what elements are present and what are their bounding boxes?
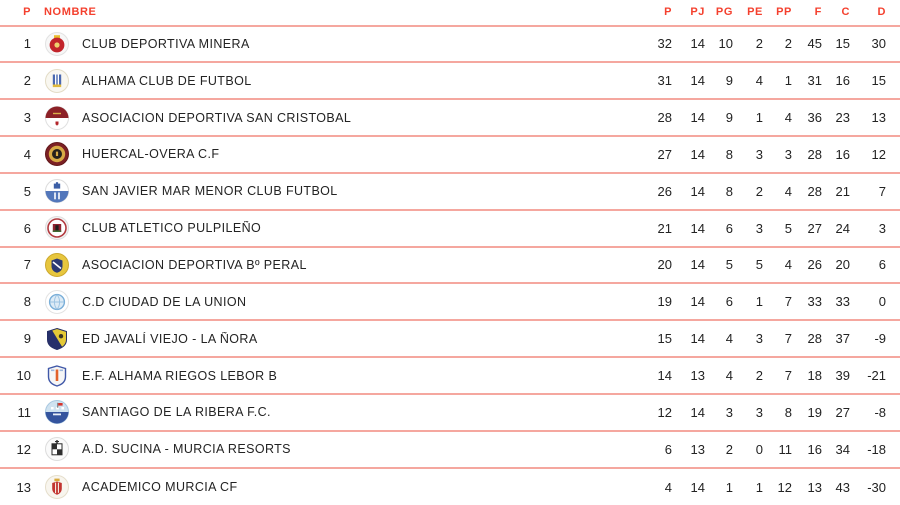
stat-column-header: P [664, 6, 672, 19]
stat-value: 27 [807, 220, 822, 236]
stat-value: -9 [874, 331, 886, 347]
stat-value: 3 [755, 146, 763, 162]
position-value: 9 [23, 331, 31, 347]
stat-value: -30 [867, 479, 886, 495]
club-stats [632, 442, 900, 457]
stat-value: 19 [657, 294, 672, 310]
stat-value: 6 [725, 294, 733, 310]
club-name: C.D CIUDAD DE LA UNION [82, 294, 247, 309]
stat-value: 4 [784, 257, 792, 273]
stat-value: 1 [784, 73, 792, 89]
table-row[interactable] [0, 174, 900, 211]
stat-value: 13 [871, 110, 886, 126]
bo-peral-crest-icon [45, 253, 69, 277]
club-stats [632, 221, 900, 236]
stat-value: 36 [807, 110, 822, 126]
stat-value: 5 [755, 257, 763, 273]
position-value: 12 [16, 441, 31, 457]
club-name: SAN JAVIER MAR MENOR CLUB FUTBOL [82, 184, 338, 199]
stat-value: 5 [725, 257, 733, 273]
stat-value: 4 [725, 331, 733, 347]
position-value: 7 [23, 257, 31, 273]
club-stats [632, 368, 900, 383]
position-value: 4 [23, 146, 31, 162]
stat-value: 14 [690, 257, 705, 273]
stat-value: 12 [777, 479, 792, 495]
stat-value: 3 [784, 146, 792, 162]
position-column-header: P [23, 6, 31, 19]
table-row[interactable] [0, 395, 900, 432]
stat-value: 34 [835, 441, 850, 457]
stat-value: 26 [657, 183, 672, 199]
javali-viejo-crest-icon [45, 327, 69, 351]
stat-value: 31 [807, 73, 822, 89]
position-value: 2 [23, 73, 31, 89]
stat-value: 2 [784, 36, 792, 52]
stat-value: 0 [755, 441, 763, 457]
stat-value: 12 [871, 146, 886, 162]
stat-value: 5 [784, 220, 792, 236]
club-name: ASOCIACION DEPORTIVA SAN CRISTOBAL [82, 110, 352, 125]
stat-value: 11 [778, 441, 792, 457]
stat-value: 16 [835, 146, 850, 162]
club-name: HUERCAL-OVERA C.F [82, 147, 220, 162]
stat-value: 14 [690, 220, 705, 236]
stat-value: 28 [657, 110, 672, 126]
stat-value: 9 [725, 73, 733, 89]
table-row[interactable] [0, 248, 900, 285]
stat-value: 18 [807, 368, 822, 384]
stat-value: 9 [725, 110, 733, 126]
stat-value: 19 [807, 404, 822, 420]
stat-column-header: PG [715, 6, 733, 19]
table-row[interactable] [0, 321, 900, 358]
san-cristobal-crest-icon [45, 106, 69, 130]
stat-value: 33 [807, 294, 822, 310]
stat-value: 1 [755, 110, 763, 126]
stat-column-header: F [814, 6, 822, 19]
stat-value: 43 [835, 479, 850, 495]
position-value: 10 [16, 368, 31, 384]
stat-value: 7 [878, 183, 886, 199]
stat-value: 4 [755, 73, 763, 89]
position-value: 5 [23, 183, 31, 199]
stat-value: 14 [690, 36, 705, 52]
position-value: 1 [23, 36, 31, 52]
stats-column-headers [632, 6, 900, 18]
club-stats [632, 184, 900, 199]
stat-value: 3 [755, 404, 763, 420]
stat-value: -18 [867, 441, 886, 457]
stat-value: 4 [784, 183, 792, 199]
stat-value: 26 [807, 257, 822, 273]
stat-value: 7 [784, 294, 792, 310]
stat-value: 33 [835, 294, 850, 310]
stat-value: 1 [725, 479, 733, 495]
club-name: ALHAMA CLUB DE FUTBOL [82, 73, 252, 88]
stat-value: 20 [835, 257, 850, 273]
stat-column-header: PP [776, 6, 792, 19]
standings-rows [0, 27, 900, 505]
club-name: A.D. SUCINA - MURCIA RESORTS [82, 442, 291, 457]
club-stats [632, 73, 900, 88]
stat-value: 14 [690, 294, 705, 310]
club-stats [632, 294, 900, 309]
stat-value: 21 [657, 220, 672, 236]
stat-value: 21 [835, 183, 850, 199]
minera-crest-icon [45, 32, 69, 56]
table-row[interactable] [0, 100, 900, 137]
club-stats [632, 147, 900, 162]
sucina-crest-icon [45, 437, 69, 461]
stat-value: 23 [835, 110, 850, 126]
stat-value: 14 [690, 183, 705, 199]
stat-value: 27 [835, 404, 850, 420]
stat-value: 3 [755, 220, 763, 236]
stat-value: 14 [690, 146, 705, 162]
stat-column-header: D [877, 6, 886, 19]
stat-value: 14 [690, 73, 705, 89]
position-value: 6 [23, 220, 31, 236]
stat-value: 2 [755, 183, 763, 199]
stat-value: 27 [657, 146, 672, 162]
san-javier-crest-icon [45, 179, 69, 203]
stat-column-header: PJ [690, 6, 705, 19]
stat-value: 14 [690, 331, 705, 347]
stat-value: 20 [657, 257, 672, 273]
stat-value: 14 [657, 368, 672, 384]
club-stats [632, 257, 900, 272]
stat-value: 7 [784, 331, 792, 347]
stat-column-header: C [841, 6, 850, 19]
stat-value: 6 [725, 220, 733, 236]
alhama-riegos-crest-icon [45, 364, 69, 388]
stat-value: 31 [657, 73, 672, 89]
table-row[interactable] [0, 358, 900, 395]
stat-value: 15 [657, 331, 672, 347]
stat-value: 16 [807, 441, 822, 457]
position-value: 3 [23, 110, 31, 126]
stat-value: 28 [807, 331, 822, 347]
stat-value: 12 [657, 404, 672, 420]
stat-value: 30 [871, 36, 886, 52]
stat-value: 10 [718, 36, 733, 52]
stat-value: 1 [755, 479, 763, 495]
stat-value: 28 [807, 183, 822, 199]
stat-value: -21 [867, 368, 886, 384]
stat-value: 2 [725, 441, 733, 457]
name-column-header: NOMBRE [44, 6, 97, 19]
stat-value: 15 [871, 73, 886, 89]
table-row[interactable] [0, 137, 900, 174]
stat-value: 37 [835, 331, 850, 347]
ciudad-union-crest-icon [45, 290, 69, 314]
stat-value: 7 [784, 368, 792, 384]
position-value: 13 [16, 479, 31, 495]
stat-value: 2 [755, 36, 763, 52]
stat-value: 15 [835, 36, 850, 52]
santiago-ribera-crest-icon [45, 400, 69, 424]
stat-value: 13 [807, 479, 822, 495]
stat-value: 3 [725, 404, 733, 420]
huercal-overa-crest-icon [45, 142, 69, 166]
stat-value: 8 [725, 146, 733, 162]
stat-value: 4 [784, 110, 792, 126]
position-value: 11 [17, 404, 31, 420]
alhama-cf-crest-icon [45, 69, 69, 93]
stat-value: 32 [657, 36, 672, 52]
table-row[interactable] [0, 284, 900, 321]
table-row[interactable] [0, 211, 900, 248]
stat-value: 2 [755, 368, 763, 384]
stat-value: 28 [807, 146, 822, 162]
club-stats [632, 110, 900, 125]
stat-value: 16 [835, 73, 850, 89]
stat-value: 8 [725, 183, 733, 199]
club-stats [632, 480, 900, 495]
table-row[interactable] [0, 432, 900, 469]
position-value: 8 [23, 294, 31, 310]
club-stats [632, 331, 900, 346]
club-stats [632, 36, 900, 51]
stat-value: 39 [835, 368, 850, 384]
stat-value: -8 [874, 404, 886, 420]
academico-murcia-crest-icon [45, 475, 69, 499]
stat-value: 14 [690, 479, 705, 495]
club-name: CLUB DEPORTIVA MINERA [82, 36, 250, 51]
club-name: ASOCIACION DEPORTIVA Bº PERAL [82, 257, 307, 272]
stat-value: 8 [784, 404, 792, 420]
stat-value: 13 [690, 368, 705, 384]
pulpileno-crest-icon [45, 216, 69, 240]
stat-value: 1 [755, 294, 763, 310]
club-name: E.F. ALHAMA RIEGOS LEBOR B [82, 368, 278, 383]
club-name: ED JAVALÍ VIEJO - LA ÑORA [82, 331, 258, 346]
stat-value: 24 [835, 220, 850, 236]
table-row[interactable] [0, 27, 900, 64]
stat-value: 14 [690, 404, 705, 420]
stat-value: 45 [807, 36, 822, 52]
table-row[interactable] [0, 63, 900, 100]
stat-value: 6 [878, 257, 886, 273]
stat-value: 14 [690, 110, 705, 126]
club-name: ACADEMICO MURCIA CF [82, 480, 238, 495]
table-row[interactable] [0, 469, 900, 505]
stat-value: 13 [690, 441, 705, 457]
stat-value: 4 [664, 479, 672, 495]
club-stats [632, 405, 900, 420]
stat-column-header: PE [747, 6, 763, 19]
standings-header-row [0, 0, 900, 27]
stat-value: 3 [755, 331, 763, 347]
club-name: SANTIAGO DE LA RIBERA F.C. [82, 405, 271, 420]
stat-value: 3 [878, 220, 886, 236]
stat-value: 6 [664, 441, 672, 457]
stat-value: 4 [725, 368, 733, 384]
stat-value: 0 [878, 294, 886, 310]
club-name: CLUB ATLETICO PULPILEÑO [82, 221, 262, 236]
